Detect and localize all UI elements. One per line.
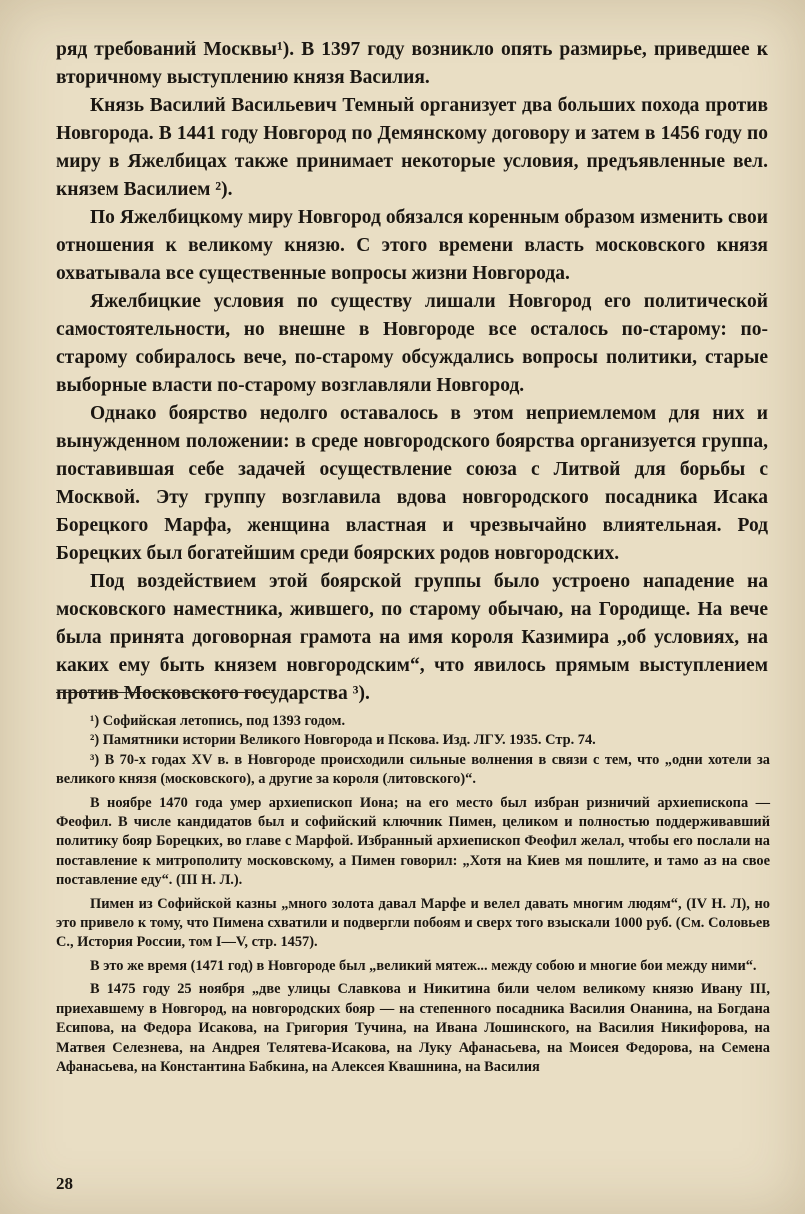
footnotes [56,712,770,1077]
paragraph-6: Под воздействием этой боярской группы было устроено нападение на московского наместника, жившего, по старому обычаю, на Городище. На вече была принята договорная грамота на имя короля Казимира ,,об условиях, на каких ему быть князем новгородским“, что явилось прямым выступлением против Московского государства ³). [56,571,768,704]
footnote-3: ³) В 70-х годах XV в. в Новгороде происходили сильные волнения в связи с тем, что „одни хотели за великого князя (московского), а другие за короля (литовского)“. [56,751,770,788]
main-text [56,36,768,708]
footnote-3-continued-3: В это же время (1471 год) в Новгороде был „великий мятеж... между собою и многие бои между ними“. [90,957,757,974]
footnote-3-continued-1: В ноябре 1470 года умер архиепископ Иона; на его место был избран ризничий архиепископа — Феофил. В числе кандидатов был и софийский ключник Пимен, целиком и полностью поддерживавший политику бояр Борецких, во главе с Марфой. Избранный архиепископ Феофил желал, чтобы его послали на поставление к митрополиту московскому, а Пимен говорил: „Хотя на Киев мя пошлите, и тамо аз на свое поставление еду“. (III Н. Л.). [56,794,770,889]
paragraph-4: Яжелбицкие условия по существу лишали Новгород его политической самостоятельности, но внешне в Новгороде все осталось по-старому: по-старому собиралось вече, по-старому обсуждались вопросы политики, старые выборные власти по-старому возглавляли Новгород. [56,291,768,396]
footnote-3-continued-4: В 1475 году 25 ноября „две улицы Славкова и Никитина били челом великому князю Ивану III, приехавшему в Новгород, на новгородских бояр — на степенного посадника Василия Онанина, на Богдана Есипова, на Федора Исакова, на Григория Тучина, на Ивана Лошинского, на Василия Никифорова, на Матвея Селезнева, на Андрея Телятева-Исакова, на Луку Афанасьева, на Моисея Федорова, на Семена Афанасьева, на Константина Бабкина, на Алексея Квашнина, на Василия [56,981,770,1075]
page-number: 28 [56,1174,73,1193]
footnote-1: ¹) Софийская летопись, под 1393 годом. [90,713,346,729]
paragraph-1: ряд требований Москвы¹). В 1397 году возникло опять размирье, приведшее к вторичному выступлению князя Василия. [56,39,768,88]
footnote-divider [56,692,274,693]
paragraph-5: Однако боярство недолго оставалось в этом неприемлемом для них и вынужденном положении: в среде новгородского боярства организуется группа, поставившая себе задачей осуществление союза с Литвой для борьбы с Москвой. Эту группу возглавила вдова новгородского посадника Исака Борецкого Марфа, женщина властная и чрезвычайно влиятельная. Род Борецких был богатейшим среди боярских родов новгородских. [56,403,768,564]
paragraph-3: По Яжелбицкому миру Новгород обязался коренным образом изменить свои отношения к великому князю. С этого времени власть московского князя охватывала все существенные вопросы жизни Новгорода. [56,207,768,284]
footnote-2: ²) Памятники истории Великого Новгорода и Пскова. Изд. ЛГУ. 1935. Стр. 74. [90,732,596,749]
paragraph-2: Князь Василий Васильевич Темный организует два больших похода против Новгорода. В 1441 году Новгород по Демянскому договору и затем в 1456 году по миру в Яжелбицах также принимает некоторые условия, предъявленные вел. князем Василием ²). [56,95,768,200]
footnote-3-continued-2: Пимен из Софийской казны „много золота давал Марфе и велел давать многим людям“, (IV Н. Л), но это привело к тому, что Пимена схватили и подвергли побоям и сверх того взыскали 1000 руб. (См. Соловьев С., История России, том I—V, стр. 1457). [56,895,770,951]
